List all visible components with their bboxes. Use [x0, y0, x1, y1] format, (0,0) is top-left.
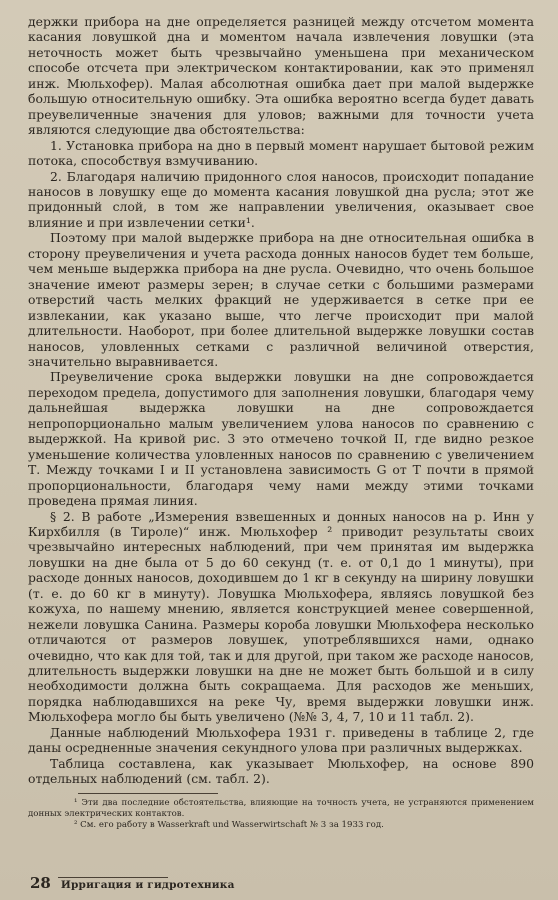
paragraph-1: держки прибора на дне определяется разницей между отсчетом момента касания ловушкой дна и моментом начала извлечения ловушки (эта неточность может быть чрезвычайно уменьшена при механическом способе отсчета при электрическом контактировании, как это применял инж. Мюльхофер). Малая абсолютная ошибка дает при малой выдержке большую относительную ошибку. Эта ошибка вероятно всегда будет давать преувеличенные значения для уловов; важными для точности учета являются следующие два обстоятельства:: [28, 14, 534, 138]
body-text: [28, 14, 534, 787]
paragraph-3: 2. Благодаря наличию придонного слоя наносов, происходит попадание наносов в ловушку еще до момента касания ловушкой дна русла; этот же придонный слой, в том же направлении увеличения, оказывает свое влияние и при извлечении сетки¹.: [28, 168, 534, 230]
paragraph-8: Таблица составлена, как указывает Мюльхофер, на основе 890 отдельных наблюдений (см. табл. 2).: [28, 755, 534, 787]
footnote-divider: [78, 793, 218, 794]
footnote-1: ¹ Эти два последние обстоятельства, влияющие на точность учета, не устраняются применением донных электрических контактов.: [28, 797, 534, 819]
paragraph-5: Преувеличение срока выдержки ловушки на дне сопровождается переходом предела, допустимого для заполнения ловушки, благодаря чему дальнейшая выдержка ловушки на дне сопровождается непропорционально малым увеличением улова наносов по сравнению с выдержкой. На кривой рис. 3 это отмечено точкой II, где видно резкое уменьшение количества уловленных наносов по сравнению с увеличением Т. Между точками I и II установлена зависимость G от Т почти в прямой пропорциональности, благодаря чему нами между этими точками проведена прямая линия.: [28, 369, 534, 509]
paragraph-6: § 2. В работе „Измерения взвешенных и донных наносов на р. Инн у Кирхбилля (в Тироле)“ инж. Мюльхофер ² приводит результаты своих чрезвычайно интересных наблюдений, при чем принятая им выдержка ловушки на дне была от 5 до 60 секунд (т. е. от 0,1 до 1 минуты), при расходе донных наносов, доходившем до 1 кг в секунду на ширину ловушки (т. е. до 60 кг в минуту). Ловушка Мюльхофера, являясь ловушкой без кожуха, по нашему мнению, является конструкцией менее совершенной, нежели ловушка Санина. Размеры короба ловушки Мюльхофера несколько отличаются от размеров ловушек, употреблявшихся нами, однако очевидно, что как для той, так и для другой, при таком же расходе наносов, длительность выдержки ловушки на дне не может быть большой и в силу необходимости должна быть сокращаема. Для расходов же меньших, порядка наблюдавшихся на реке Чу, время выдержки ловушки инж. Мюльхофера могло бы быть увеличено (№№ 3, 4, 7, 10 и 11 табл. 2).: [28, 508, 534, 725]
paragraph-2: 1. Установка прибора на дно в первый момент нарушает бытовой режим потока, способствуя взмучиванию.: [28, 137, 534, 169]
paragraph-7: Данные наблюдений Мюльхофера 1931 г. приведены в таблице 2, где даны осредненные значения секундного улова при различных выдержках.: [28, 724, 534, 756]
footnotes: [28, 798, 534, 831]
journal-title: Ирригация и гидротехника: [60, 879, 235, 891]
page-number: 28: [30, 874, 51, 892]
footnote-2: ² См. его работу в Wasserkraft und Wasserwirtschaft № 3 за 1933 год.: [74, 819, 384, 830]
paragraph-4: Поэтому при малой выдержке прибора на дне относительная ошибка в сторону преувеличения и учета расхода донных наносов будет тем больше, чем меньше выдержка прибора на дне русла. Очевидно, что очень большое значение имеют размеры зерен; в случае сетки с большими размерами отверстий часть мелких фракций не удерживается в сетке при ее извлекании, как указано выше, что легче происходит при малой длительности. Наоборот, при более длительной выдержке ловушки состав наносов, уловленных сетками с различной величиной отверстия, значительно выравнивается.: [28, 230, 534, 369]
page-footer: [30, 874, 235, 892]
